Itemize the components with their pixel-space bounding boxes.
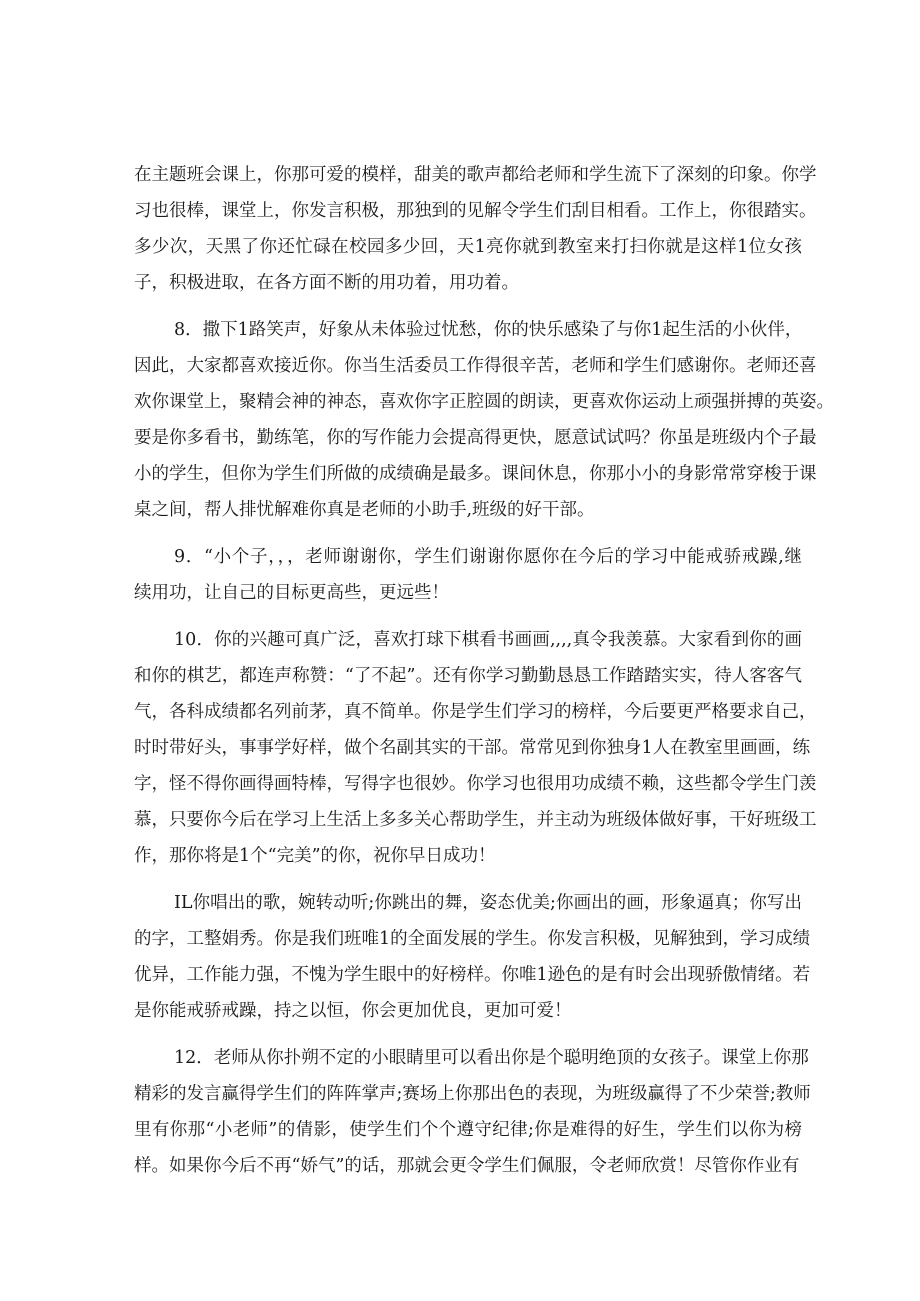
text-line: 精彩的发言赢得学生们的阵阵掌声;赛场上你那出色的表现，为班级赢得了不少荣誉;教师 [134,1084,811,1104]
text-line: 在主题班会课上，你那可爱的模样，甜美的歌声都给老师和学生流下了深刻的印象。你学 [134,165,817,185]
text-line: 因此，大家都喜欢接近你。你当生活委员工作得很辛苦，老师和学生们感谢你。老师还喜 [134,356,817,376]
text-line: 字，怪不得你画得画特棒，写得字也很妙。你学习也很用功成绩不赖，这些都令学生门羡 [134,774,817,794]
text-line: 10．你的兴趣可真广泛，喜欢打球下棋看书画画,,,,真令我羡慕。大家看到你的画 [174,630,802,650]
paragraph [134,157,817,301]
text-line: 的字，工整娟秀。你是我们班唯1的全面发展的学生。你发言积极，见解独到，学习成绩 [134,929,811,949]
text-line: 12．老师从你扑朔不定的小眼睛里可以看出你是个聪明绝顶的女孩子。课堂上你那 [174,1048,809,1068]
text-line: 桌之间，帮人排忧解难你真是老师的小助手,班级的好干部。 [134,500,595,520]
paragraph [134,885,811,1029]
text-line: 是你能戒骄戒躁，持之以恒，你会更加优良，更加可爱！ [134,1001,572,1021]
text-line: 多少次，天黑了你还忙碌在校园多少回，天1亮你就到教室来打扫你就是这样1位女孩 [134,237,802,257]
text-line: 和你的棋艺，都连声称赞：“了不起”。还有你学习勤勤恳恳工作踏踏实实，待人客客气 [134,666,802,686]
text-line: 欢你课堂上，聚精会神的神态，喜欢你字正腔圆的朗读，更喜欢你运动上顽强拼搏的英姿。 [134,392,834,412]
document-body [134,157,834,1195]
text-line: 9．“小个子，，，老师谢谢你，学生们谢谢你愿你在今后的学习中能戒骄戒躁,继 [174,547,802,567]
text-line: 里有你那“小老师”的倩影，使学生们个个遵守纪律;你是难得的好生，学生们以你为榜 [134,1120,802,1140]
paragraph [134,1040,811,1184]
text-line: IL你唱出的歌，婉转动听;你跳出的舞，姿态优美;你画出的画，形象逼真；你写出 [174,893,802,913]
paragraph [134,312,834,528]
paragraph [134,539,802,611]
text-line: 优异，工作能力强，不愧为学生眼中的好榜样。你唯1逊色的是有时会出现骄傲情绪。若 [134,965,811,985]
text-line: 要是你多看书，勤练笔，你的写作能力会提高得更快，愿意试试吗？你虽是班级内个子最 [134,428,817,448]
text-line: 习也很棒，课堂上，你发言积极，那独到的见解令学生们刮目相看。工作上，你很踏实。 [134,201,817,221]
text-line: 气，各科成绩都名列前茅，真不简单。你是学生们学习的榜样，今后要更严格要求自己， [134,702,817,722]
text-line: 小的学生，但你为学生们所做的成绩确是最多。课间休息，你那小小的身影常常穿梭于课 [134,464,817,484]
text-line: 样。如果你今后不再“娇气”的话，那就会更令学生们佩服，令老师欣赏！尽管你作业有 [134,1156,800,1176]
text-line: 子，积极进取，在各方面不断的用功着，用功着。 [134,273,519,293]
text-line: 续用功，让自己的目标更高些，更远些！ [134,583,449,603]
text-line: 8．撒下1路笑声，好象从未体验过忧愁，你的快乐感染了与你1起生活的小伙伴， [174,320,803,340]
text-line: 慕，只要你今后在学习上生活上多多关心帮助学生，并主动为班级体做好事，干好班级工 [134,810,817,830]
text-line: 时时带好头，事事学好样，做个名副其实的干部。常常见到你独身1人在教室里画画，练 [134,738,811,758]
paragraph [134,622,817,874]
text-line: 作，那你将是1个“完美”的你，祝你早日成功！ [134,846,496,866]
